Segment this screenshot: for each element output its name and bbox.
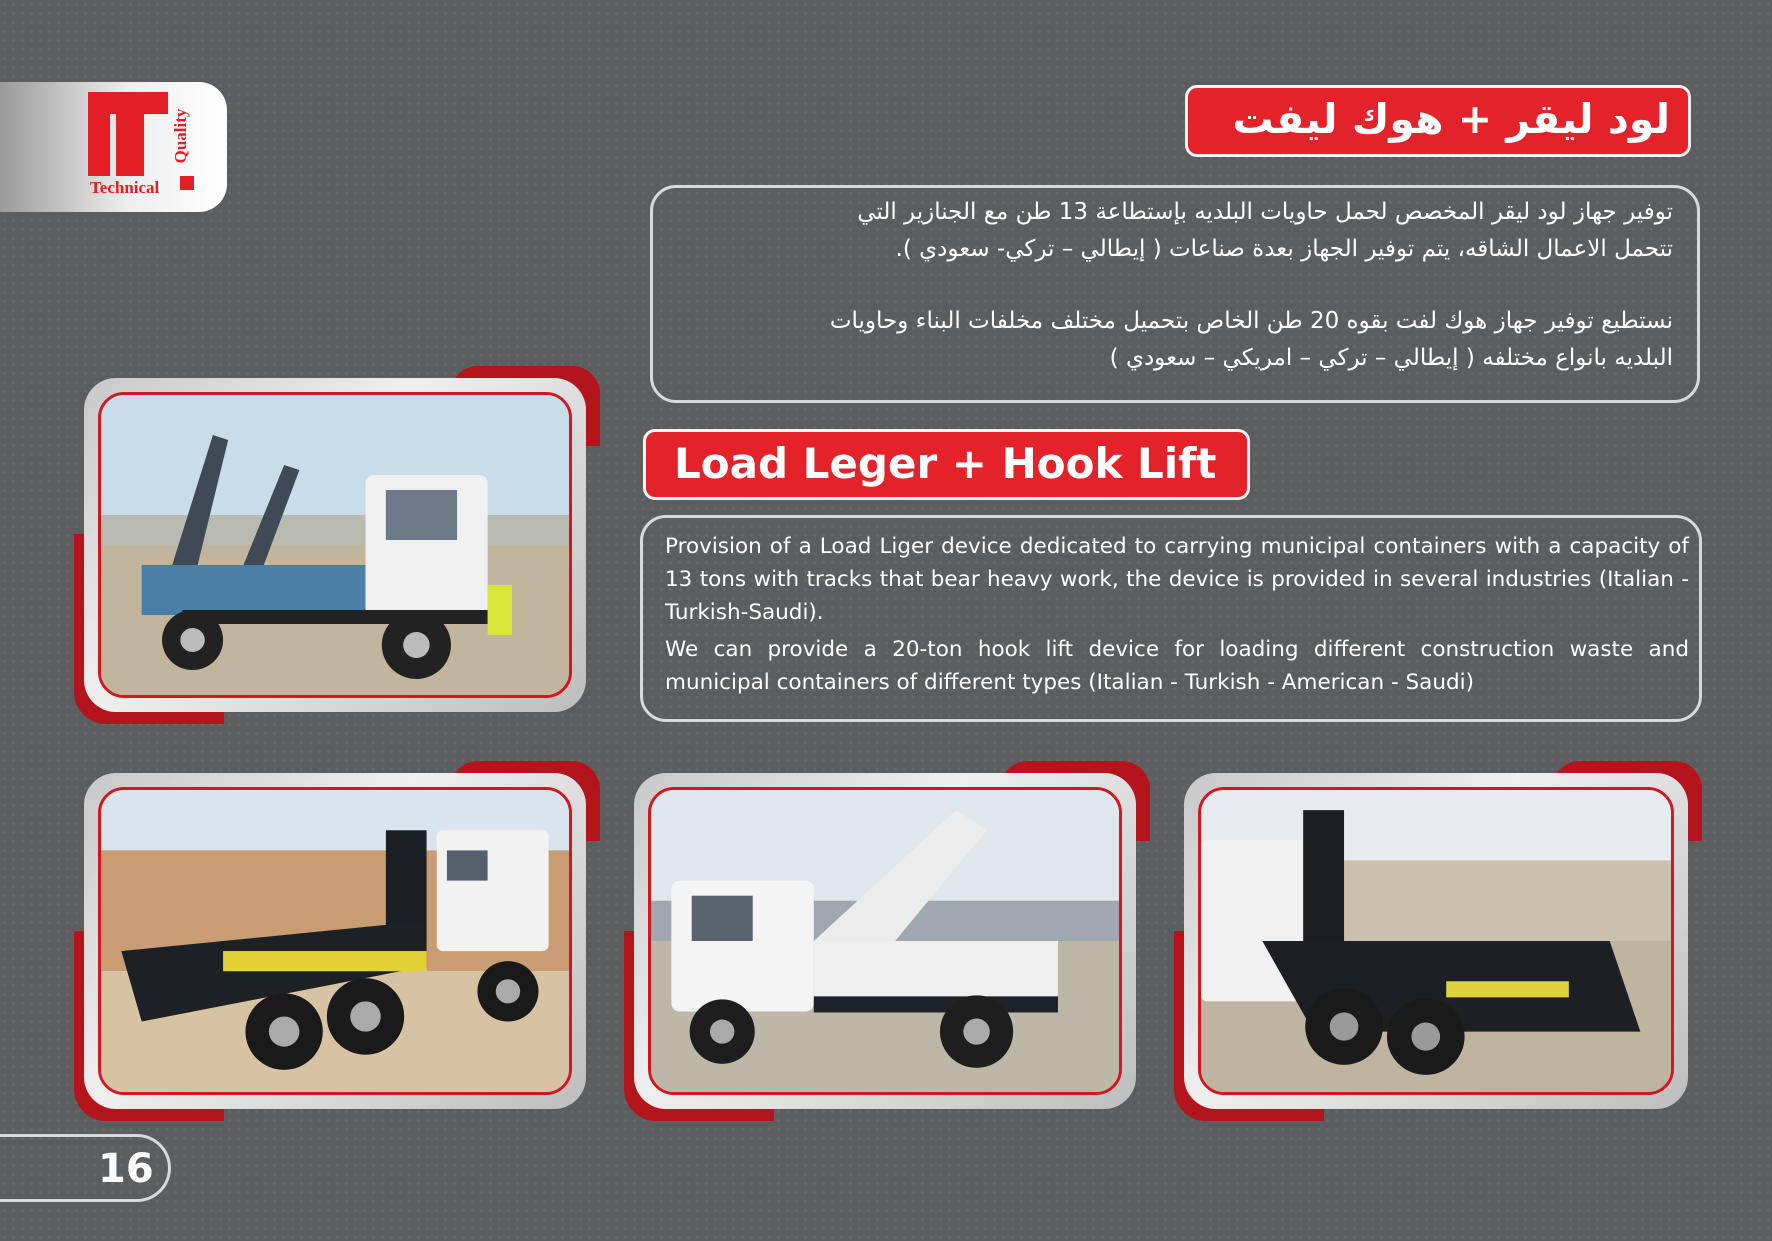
logo-t-stem	[116, 106, 144, 176]
photo-frame-2	[84, 773, 586, 1109]
logo-tab	[0, 82, 227, 212]
arabic-paragraph-1: توفير جهاز لود ليقر المخصص لحمل حاويات البلديه بإستطاعة 13 طن مع الجنازير التي تتحمل الاعمال الشاقه، يتم توفير الجهاز بعدة صناعات ( إيطالي – تركي- سعودي ).	[857, 199, 1673, 262]
photo-card	[1184, 773, 1688, 1109]
truck-illustration	[101, 395, 569, 695]
photo-frame-4	[1184, 773, 1688, 1109]
arabic-paragraph-2: نستطيع توفير جهاز هوك لفت بقوه 20 طن الخاص بتحميل مختلف مخلفات البناء وحاويات البلديه بانواع مختلفه ( إيطالي – تركي – امريكي – سعودي )	[829, 308, 1673, 371]
logo-t-left	[88, 114, 110, 176]
english-text-box	[640, 515, 1702, 722]
english-paragraph-1: Provision of a Load Liger device dedicated to carrying municipal containers with a capacity of 13 tons with tracks that bear heavy work, the device is provided in several industries (Italian - Turkish-Saudi).	[665, 534, 1689, 625]
truck-illustration	[1201, 790, 1671, 1092]
logo-technical-text: Technical	[90, 178, 160, 197]
english-title: Load Leger + Hook Lift	[643, 429, 1250, 500]
photo-card	[634, 773, 1136, 1109]
white-skip-loader-truck-photo	[648, 787, 1122, 1095]
photo-card	[84, 773, 586, 1109]
photo-frame-3	[634, 773, 1136, 1109]
truck-illustration	[101, 790, 569, 1092]
logo-quality-text: Quality	[171, 108, 190, 164]
company-logo	[88, 92, 203, 202]
photo-frame-1	[84, 378, 586, 712]
photo-card	[84, 378, 586, 712]
skip-loader-truck-photo	[98, 392, 572, 698]
arabic-text-box	[650, 185, 1700, 403]
truck-illustration	[651, 790, 1119, 1092]
arabic-title: لود ليقر + هوك ليفت	[1185, 85, 1691, 157]
english-paragraph-2: We can provide a 20-ton hook lift device for loading different construction waste and municipal containers of different types (Italian - Turkish - American - Saudi)	[665, 637, 1689, 695]
page-number: 16	[98, 1146, 154, 1192]
hook-lift-truck-photo	[98, 787, 572, 1095]
hook-lift-truck-rear-photo	[1198, 787, 1674, 1095]
